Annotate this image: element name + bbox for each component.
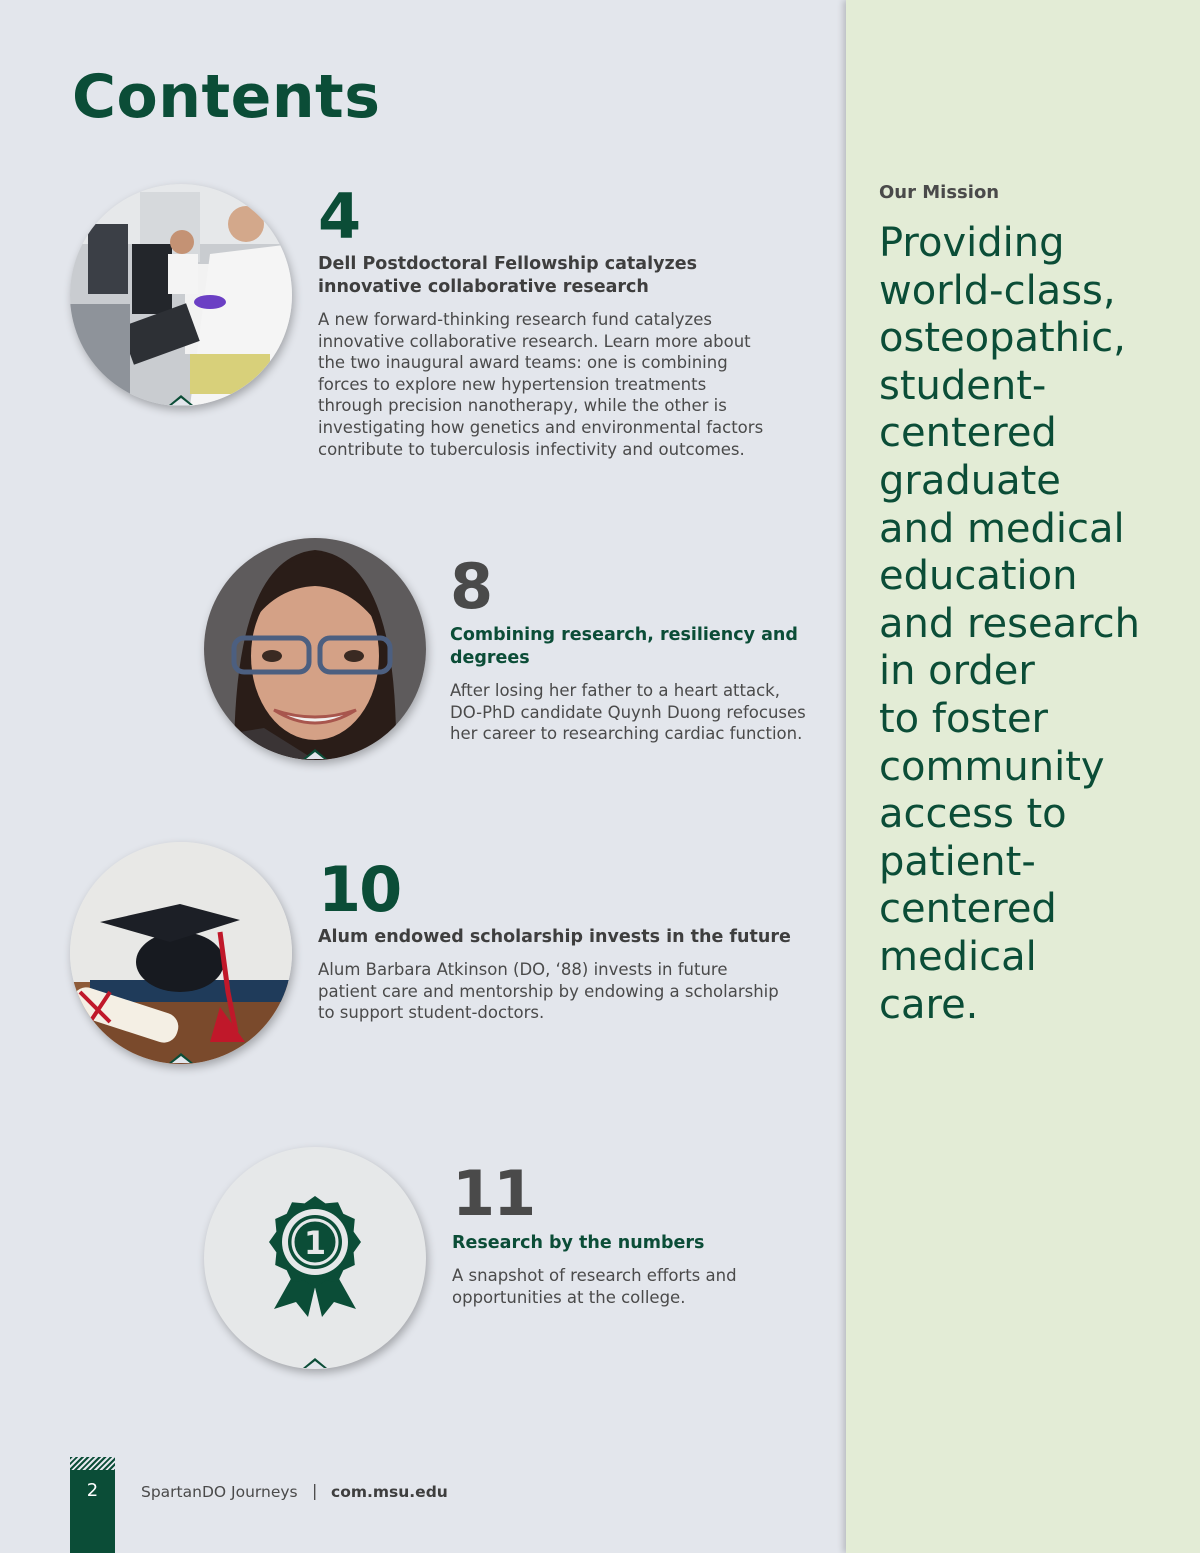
portrait-image (204, 538, 426, 760)
entry-description: A snapshot of research efforts and opportunities at the college. (452, 1266, 737, 1307)
caret-marker (303, 1358, 327, 1368)
portrait-photo (204, 538, 426, 760)
graduation-photo (70, 842, 292, 1064)
entry-heading: Dell Postdoctoral Fellowship catalyzes innovative collaborative research (318, 254, 697, 297)
footer-page-number: 2 (86, 1480, 99, 1501)
page-number-label: 11 (452, 1157, 535, 1230)
entry-heading: Alum endowed scholarship invests in the future (318, 927, 791, 947)
lab-scene-image (70, 184, 292, 406)
badge-number: 1 (303, 1224, 327, 1262)
caret-marker (169, 395, 193, 405)
graduation-cap-image (70, 842, 292, 1064)
footer-publication: SpartanDO Journeys (141, 1483, 298, 1501)
entry-description: A new forward-thinking research fund catalyzes innovative collaborative research. Learn more about the two inaugural award teams: one is combining forces to explore new hypertension treatments through precision nanotherapy, while the other is investigating how genetics and environmental factors contribute to tuberculosis infectivity and outcomes. (318, 310, 764, 459)
lab-photo (70, 184, 292, 406)
footer-separator: | (312, 1481, 318, 1500)
page-number-label: 10 (318, 853, 401, 926)
entry-heading: Research by the numbers (452, 1233, 705, 1253)
footer-url-link[interactable]: com.msu.edu (331, 1483, 448, 1501)
caret-marker (169, 1053, 193, 1063)
entry-description: After losing her father to a heart attack, DO-PhD candidate Quynh Duong refocuses her career to researching cardiac function. (450, 681, 806, 744)
footer-hatch-decoration (70, 1457, 115, 1470)
mission-label: Our Mission (879, 182, 1000, 203)
page-number-label: 4 (318, 180, 360, 253)
mission-statement: Providing world-class, osteopathic, student- centered graduate and medical education and research in order to foster community access to patient- centered medical care. (879, 220, 1141, 1028)
award-badge-circle (204, 1147, 426, 1369)
page-title: Contents (72, 62, 381, 132)
award-ribbon-icon (204, 1147, 426, 1369)
page-number-label: 8 (450, 550, 492, 623)
entry-description: Alum Barbara Atkinson (DO, ‘88) invests in future patient care and mentorship by endowing a scholarship to support student-doctors. (318, 960, 779, 1023)
caret-marker (303, 749, 327, 759)
entry-heading: Combining research, resiliency and degrees (450, 625, 798, 668)
